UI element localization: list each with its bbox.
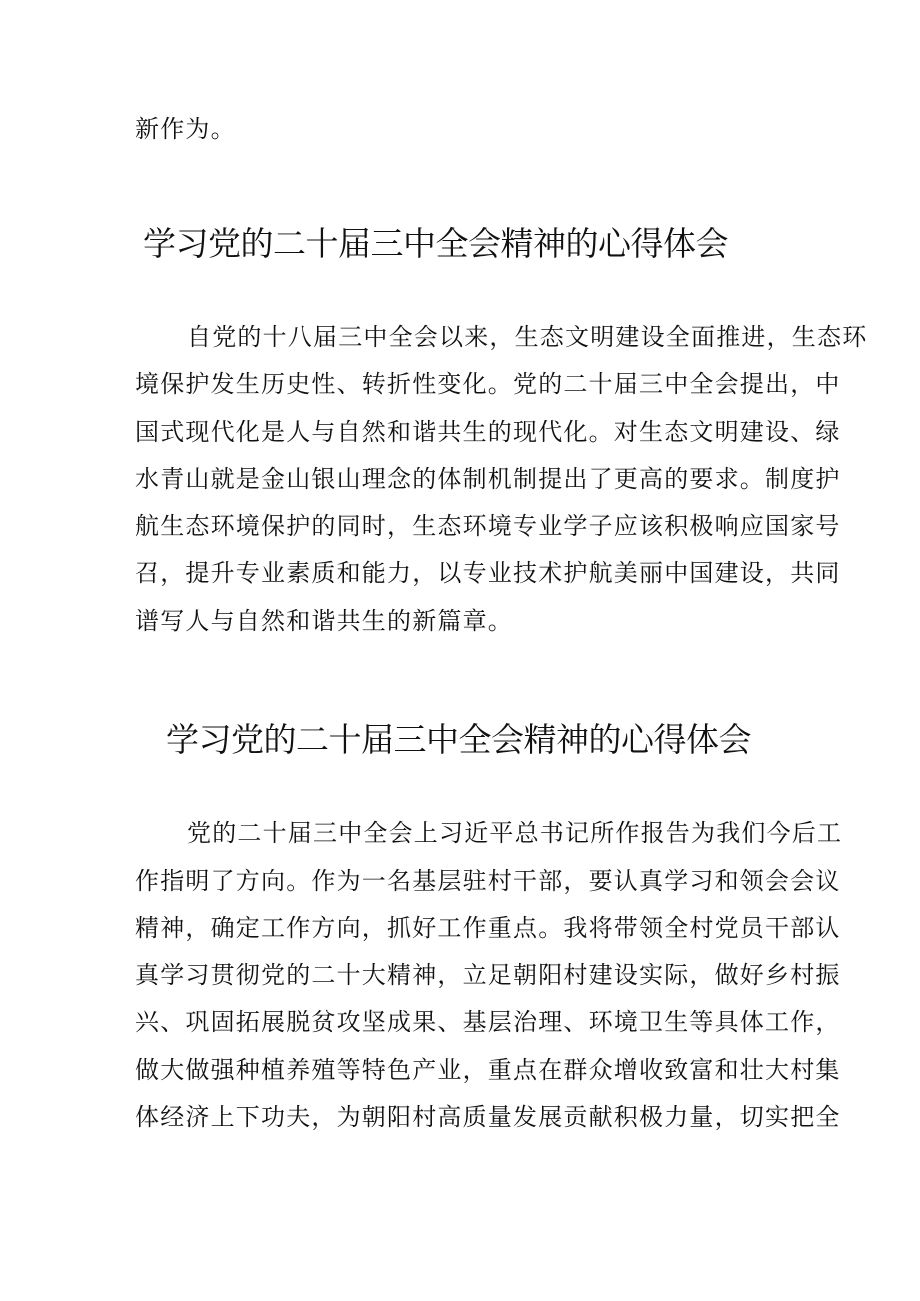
- paragraph-line: 召，提升专业素质和能力，以专业技术护航美丽中国建设，共同: [135, 559, 841, 587]
- paragraph-line: 真学习贯彻党的二十大精神，立足朝阳村建设实际，做好乡村振: [135, 961, 841, 989]
- paragraph-line: 兴、巩固拓展脱贫攻坚成果、基层治理、环境卫生等具体工作，: [135, 1008, 841, 1036]
- section-heading-1: 学习党的二十届三中全会精神的心得体会: [143, 224, 728, 263]
- paragraph-line: 做大做强种植养殖等特色产业，重点在群众增收致富和壮大村集: [135, 1056, 841, 1084]
- paragraph-line: 精神，确定工作方向，抓好工作重点。我将带领全村党员干部认: [135, 914, 841, 942]
- paragraph-line: 体经济上下功夫，为朝阳村高质量发展贡献积极力量，切实把全: [135, 1103, 841, 1131]
- paragraph-line: 国式现代化是人与自然和谐共生的现代化。对生态文明建设、绿: [135, 418, 841, 446]
- paragraph-line: 境保护发生历史性、转折性变化。党的二十届三中全会提出，中: [135, 370, 841, 398]
- paragraph-line: 作指明了方向。作为一名基层驻村干部，要认真学习和领会会议: [135, 867, 841, 895]
- section-heading-2: 学习党的二十届三中全会精神的心得体会: [166, 720, 751, 759]
- paragraph-line: 航生态环境保护的同时，生态环境专业学子应该积极响应国家号: [135, 512, 841, 540]
- paragraph-line: 自党的十八届三中全会以来，生态文明建设全面推进，生态环: [187, 323, 868, 351]
- paragraph-line: 谱写人与自然和谐共生的新篇章。: [135, 607, 513, 635]
- paragraph-line: 党的二十届三中全会上习近平总书记所作报告为我们今后工: [187, 819, 843, 847]
- paragraph-line: 水青山就是金山银山理念的体制机制提出了更高的要求。制度护: [135, 465, 841, 493]
- paragraph-fragment: 新作为。: [135, 115, 236, 143]
